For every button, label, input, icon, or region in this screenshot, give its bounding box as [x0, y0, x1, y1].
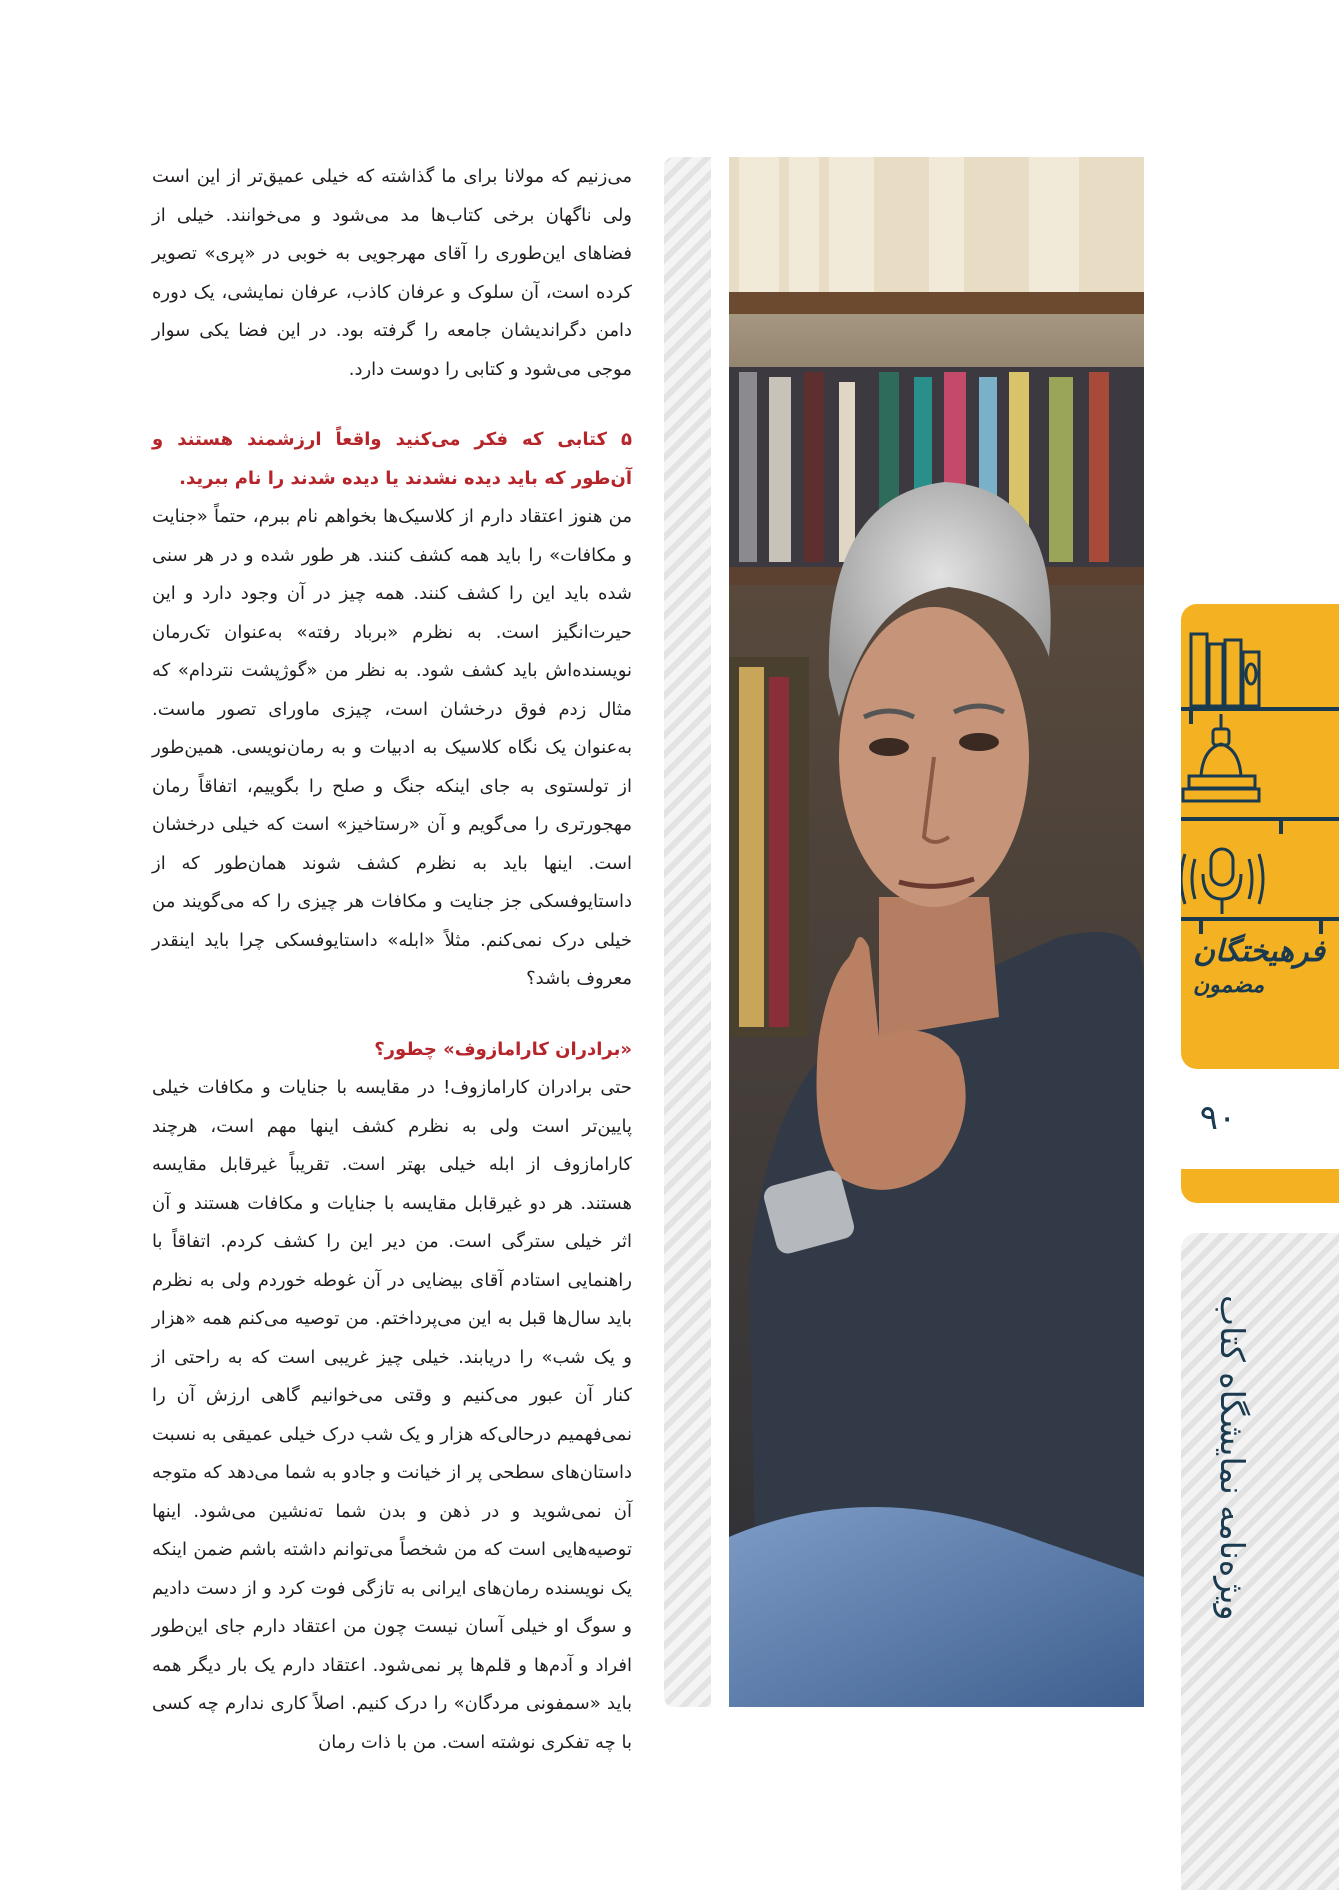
issue-title: ویژه‌نامه نمایشگاه کتاب — [1213, 1295, 1252, 1621]
portrait-photo — [729, 157, 1144, 1707]
page-number: ۹۰ — [1199, 1098, 1237, 1138]
lamp-on-books-icon — [1183, 714, 1259, 801]
section-tab — [1181, 604, 1339, 1069]
decorative-stripe-strip — [664, 157, 711, 1707]
issue-title-band — [1181, 1233, 1339, 1890]
paragraph-answer-classics: من هنوز اعتقاد دارم از کلاسیک‌ها بخواهم نام ببرم، حتماً «جنایت و مکافات» را باید همه کشف کنند. هر طور شده و در هر سنی شده باید این را کشف کنند. همه چیز در آن وجود دارد و این حیرت‌انگیز است. به نظرم «برباد رفته» به‌عنوان تک‌رمان نویسنده‌اش باید کشف شود. به نظر من «گوژپشت نتردام» که مثال زدم فوق درخشان است، چیزی ماورای تصور ماست. به‌عنوان یک نگاه کلاسیک به ادبیات و به رمان‌نویسی. همین‌طور از تولستوی به جای اینکه جنگ و صلح را بگوییم، اتفاقاً رمان مهجورتری را می‌گویم و آن «رستاخیز» است که خیلی درخشان است. اینها باید به نظرم کشف شوند همان‌طور که از داستایوفسکی جز جنایت و مکافات هر چیزی را که می‌گویند من خیلی درک نمی‌کنم. مثلاً «ابله» داستایوفسکی چرا باید اینقدر معروف باشد؟ — [152, 506, 632, 989]
interview-question-karamazov: «برادران کارامازوف» چطور؟ — [374, 1038, 632, 1060]
books-icon — [1191, 634, 1259, 706]
paragraph-answer-karamazov: حتی برادران کارامازوف! در مقایسه با جنایات و مکافات خیلی پایین‌تر است ولی به نظرم کشف اینها مهم است، هرچند کارامازوف از ابله خیلی بهتر است. تقریباً غیرقابل مقایسه هستند. هر دو غیرقابل مقایسه با جنایات و مکافات هستند و آن اثر خیلی سترگی است. من دیر این را کشف کردم. اتفاقاً با راهنمایی استادم آقای بیضایی در آن غوطه خوردم ولی به نظرم باید سال‌ها قبل به این می‌پرداختم. من توصیه می‌کنم همه «هزار و یک شب» را دریابند. خیلی چیز غریبی است که به راحتی از کنار آن عبور می‌کنیم و وقتی می‌خوانیم گاهی ارزش آن را نمی‌فهمیم درحالی‌که هزار و یک شب درک خیلی عمیقی به نسبت داستان‌های سطحی پر از خیانت و جادو به شما می‌دهد که متوجه آن نمی‌شوید و در ذهن و بدن شما ته‌نشین می‌شود. اینها توصیه‌هایی است که من شخصاً می‌توانم داشته باشم ضمن اینکه یک نویسنده رمان‌های ایرانی به تازگی فوت کرد و از دست دادیم و سوگ او خیلی آسان نیست چون من اعتقاد دارم جای این‌طور افراد و آدم‌ها و قلم‌ها پر نمی‌شود. اعتقاد دارم یک بار دیگر همه باید «سمفونی مردگان» را درک کنیم. اصلاً کاری ندارم چه کسی با چه تفکری نوشته است. من با ذات رمان — [152, 1077, 632, 1753]
publication-logo: فرهیختگان مضمون — [1193, 934, 1325, 998]
interview-question-five-books: ۵ کتابی که فکر می‌کنید واقعاً ارزشمند هستند و آن‌طور که باید دیده نشدند یا دیده شدند را نام ببرید. — [152, 429, 632, 489]
podcast-microphone-icon — [1181, 849, 1263, 914]
article-body — [152, 158, 632, 1762]
tab-footer — [1181, 1169, 1339, 1203]
paragraph-intro: می‌زنیم که مولانا برای ما گذاشته که خیلی عمیق‌تر از این است ولی ناگهان برخی کتاب‌ها مد می‌شود و می‌خوانند. خیلی از فضاهای این‌طوری را آقای مهرجویی به خوبی در «پری» تصویر کرده است، آن سلوک و عرفان کاذب، عرفان نمایشی، یک دوره دامن دگراندیشان جامعه را گرفته بود. در این فضا یکی سوار موجی می‌شود و کتابی را دوست دارد. — [152, 166, 632, 380]
